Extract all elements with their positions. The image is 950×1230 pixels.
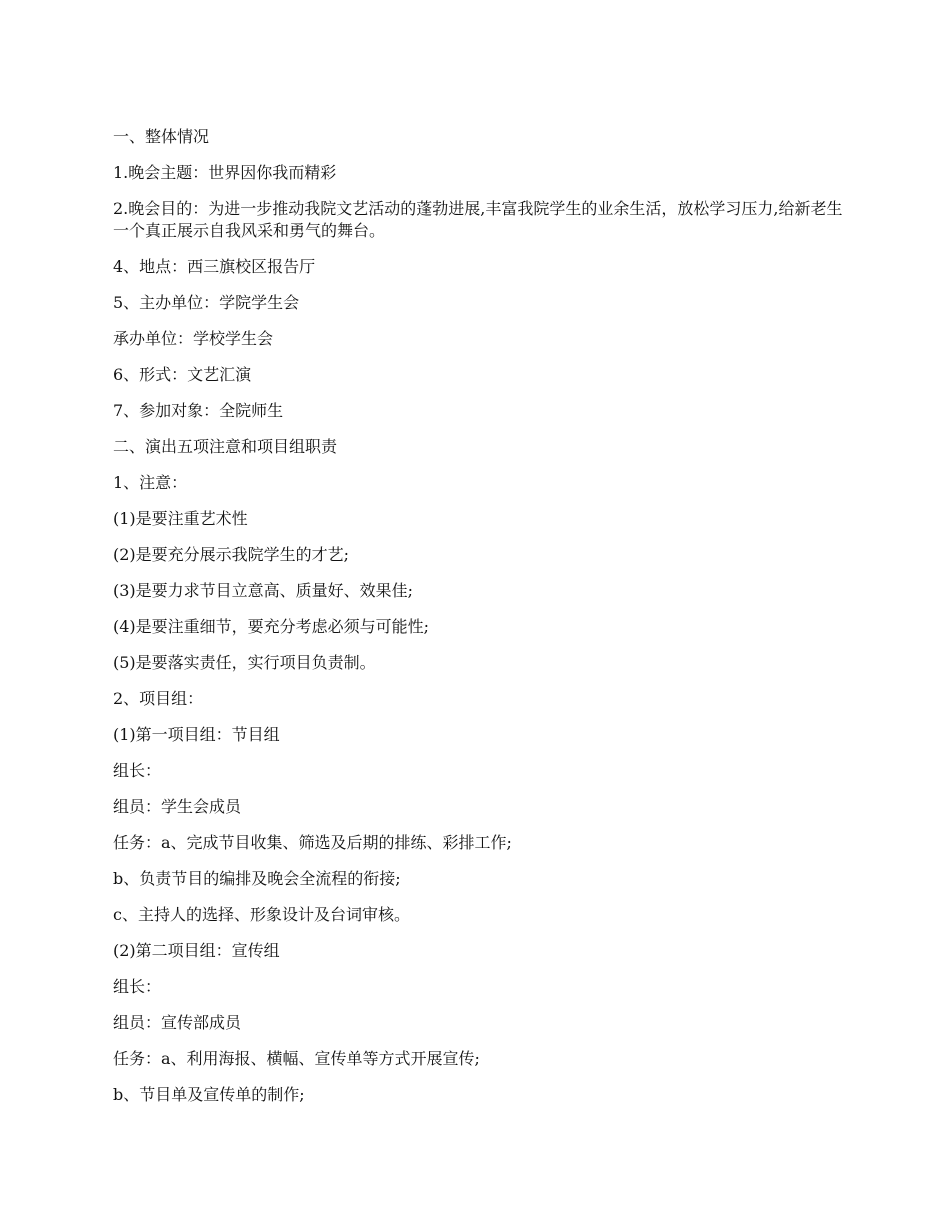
note-item: (5)是要落实责任，实行项目负责制。: [113, 653, 376, 672]
paragraph-host: 承办单位：学校学生会: [113, 329, 274, 348]
group-members: 组员：学生会成员: [113, 797, 242, 816]
group-task: 任务：a、利用海报、横幅、宣传单等方式开展宣传;: [113, 1049, 480, 1068]
paragraph-format: 6、形式：文艺汇演: [113, 365, 252, 384]
note-item: (4)是要注重细节，要充分考虑必须与可能性;: [113, 617, 430, 636]
paragraph-theme: 1.晚会主题：世界因你我而精彩: [113, 163, 337, 182]
group-members: 组员：宣传部成员: [113, 1013, 242, 1032]
subheading-project-groups: 2、项目组：: [113, 689, 204, 708]
section-heading-notes: 二、演出五项注意和项目组职责: [113, 437, 338, 456]
group-title: (2)第二项目组：宣传组: [113, 941, 280, 960]
group-task: b、负责节目的编排及晚会全流程的衔接;: [113, 869, 401, 888]
group-task: c、主持人的选择、形象设计及台词审核。: [113, 905, 410, 924]
group-task: 任务：a、完成节目收集、筛选及后期的排练、彩排工作;: [113, 833, 512, 852]
paragraph-purpose: 2.晚会目的：为进一步推动我院文艺活动的蓬勃进展,丰富我院学生的业余生活，放松学习压力,给新老生一个真正展示自我风采和勇气的舞台。: [113, 199, 843, 240]
paragraph-location: 4、地点：西三旗校区报告厅: [113, 257, 316, 276]
document-body: [113, 126, 843, 1120]
group-leader: 组长：: [113, 977, 162, 996]
group-task: b、节目单及宣传单的制作;: [113, 1085, 305, 1104]
group-title: (1)第一项目组：节目组: [113, 725, 280, 744]
note-item: (2)是要充分展示我院学生的才艺;: [113, 545, 350, 564]
paragraph-organizer: 5、主办单位：学院学生会: [113, 293, 300, 312]
group-leader: 组长：: [113, 761, 162, 780]
subheading-notes: 1、注意：: [113, 473, 188, 492]
paragraph-audience: 7、参加对象：全院师生: [113, 401, 284, 420]
note-item: (3)是要力求节目立意高、质量好、效果佳;: [113, 581, 414, 600]
note-item: (1)是要注重艺术性: [113, 509, 248, 528]
section-heading-overview: 一、整体情况: [113, 127, 210, 146]
